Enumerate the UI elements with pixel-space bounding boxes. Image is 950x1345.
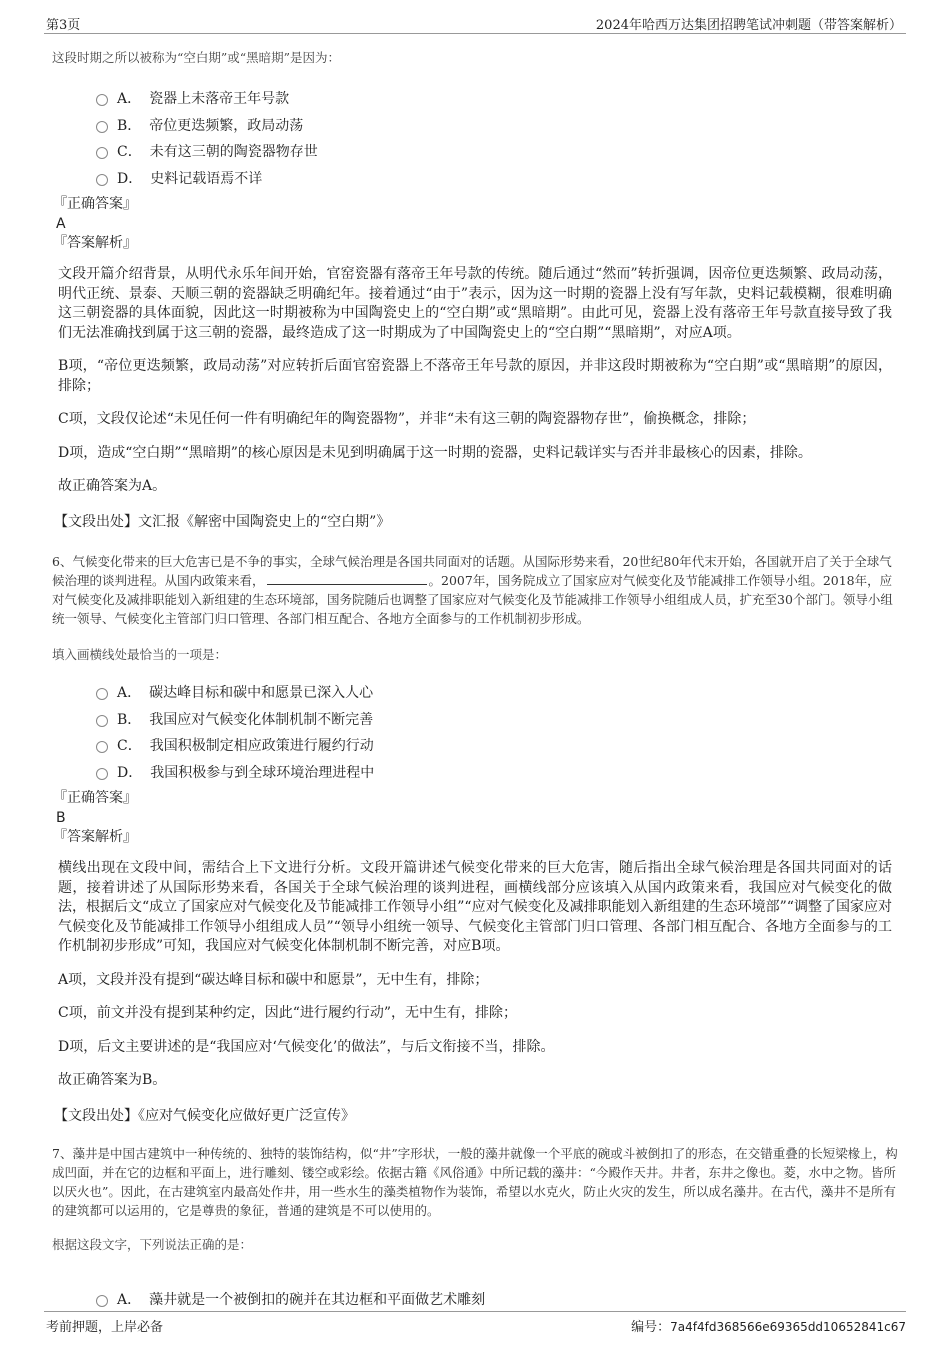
q5-analysis-para: D项，造成“空白期”“黑暗期”的核心原因是未见到明确属于这一时期的瓷器，史料记载详实与否并非最核心的因素，排除。 — [58, 444, 812, 461]
q5-options — [96, 85, 902, 191]
option-letter: A． — [117, 1292, 142, 1309]
q5-answer: A — [56, 216, 66, 232]
q5-option-d[interactable] — [96, 165, 902, 192]
q5-option-b[interactable] — [96, 112, 902, 139]
q6-conclusion: 故正确答案为B。 — [58, 1072, 167, 1088]
radio-icon[interactable] — [96, 147, 108, 159]
q6-analysis-label: 『答案解析』 — [53, 829, 137, 845]
page-footer — [44, 1311, 906, 1335]
radio-icon[interactable] — [96, 688, 108, 700]
q6-analysis-para: D项，后文主要讲述的是“我国应对‘气候变化’的做法”，与后文衔接不当，排除。 — [58, 1038, 555, 1055]
q6-analysis-para: C项，前文并没有提到某种约定，因此“进行履约行动”，无中生有，排除； — [58, 1005, 518, 1021]
q6-stem-part2: 。2007年，国务院成立了国家应对气候变化及节能减排工作领导小组。2018年，应对气候变化及减排职能划入新组建的生态环境部，国务院随后也调整了国家应对气候变化及节能减排工作领导小组组成人员，扩充至30个部门。领导小组统一领导、气候变化主管部门归口管理、各部门相互配合、各地方全面参与的工作机制初步形成。 — [52, 573, 893, 626]
q6-answer-label: 『正确答案』 — [53, 790, 137, 806]
q6-stem-part1: 6、气候变化带来的巨大危害已是不争的事实，全球气候治理是各国共同面对的话题。从国际形势来看，20世纪80年代末开始，各国就开启了关于全球气候治理的谈判进程。从国内政策来看， — [52, 554, 892, 588]
radio-icon[interactable] — [96, 741, 108, 753]
option-text: 我国积极参与到全球环境治理进程中 — [150, 764, 375, 781]
q5-analysis-para: 文段开篇介绍背景，从明代永乐年间开始，官窑瓷器有落帝王年号款的传统。随后通过“然而”转折强调，因帝位更迭频繁、政局动荡，明代正统、景泰、天顺三朝的瓷器缺乏明确纪年。接着通过“由于”表示，因为这一时期的瓷器上没有写年款，史料记载模糊，很难明确这三朝瓷器的具体面貌，因此这一时期被称为中国陶瓷史上的“空白期”或“黑暗期”。由此可见，瓷器上没有落帝王年号款直接导致了我们无法准确找到属于这三朝的瓷器，最终造成了这一时期成为了中国陶瓷史上的“空白期”“黑暗期”，对应A项。 — [58, 266, 892, 341]
q5-analysis-label: 『答案解析』 — [53, 235, 137, 251]
radio-icon[interactable] — [96, 94, 108, 106]
option-letter: B． — [117, 711, 142, 728]
option-letter: D． — [117, 170, 143, 187]
q6-stem — [52, 552, 902, 628]
q7-option-a[interactable] — [96, 1286, 902, 1313]
option-letter: B． — [117, 117, 142, 134]
code-value: 7a4f4fd368566e69365dd10652841c67 — [670, 1320, 906, 1334]
document-code — [631, 1316, 906, 1335]
q6-option-b[interactable] — [96, 706, 902, 733]
q6-source: 【文段出处】《应对气候变化应做好更广泛宣传》 — [54, 1107, 355, 1124]
fill-in-blank — [267, 573, 427, 585]
q5-conclusion: 故正确答案为A。 — [58, 478, 167, 494]
q5-analysis-para: C项，文段仅论述“未见任何一件有明确纪年的陶瓷器物”，并非“未有这三朝的陶瓷器物存世”，偷换概念，排除； — [58, 411, 756, 427]
document-title: 2024年哈西万达集团招聘笔试冲刺题（带答案解析） — [595, 18, 902, 33]
page-content — [52, 40, 902, 1313]
footer-slogan: 考前押题，上岸必备 — [46, 1320, 164, 1335]
radio-icon[interactable] — [96, 121, 108, 133]
q6-analysis-para: A项，文段并没有提到“碳达峰目标和碳中和愿景”，无中生有，排除； — [58, 971, 489, 988]
q5-option-c[interactable] — [96, 138, 902, 165]
q6-options — [96, 679, 902, 785]
q5-analysis-para: B项，“帝位更迭频繁，政局动荡”对应转折后面官窑瓷器上不落帝王年号款的原因，并非这段时期被称为“空白期”或“黑暗期”的原因，排除； — [58, 358, 892, 394]
q6-prompt: 填入画横线处最恰当的一项是： — [52, 647, 228, 662]
q7-options — [96, 1286, 902, 1313]
radio-icon[interactable] — [96, 174, 108, 186]
option-text: 我国积极制定相应政策进行履约行动 — [149, 738, 374, 755]
option-text: 藻井就是一个被倒扣的碗并在其边框和平面做艺术雕刻 — [149, 1292, 486, 1309]
radio-icon[interactable] — [96, 715, 108, 727]
q5-answer-label: 『正确答案』 — [53, 196, 137, 212]
q6-option-d[interactable] — [96, 759, 902, 786]
code-label: 编号： — [631, 1320, 671, 1335]
option-letter: A． — [117, 685, 142, 702]
option-letter: C． — [117, 738, 142, 755]
option-text: 史料记载语焉不详 — [150, 170, 263, 187]
q7-stem: 7、藻井是中国古建筑中一种传统的、独特的装饰结构，似“井”字形状，一般的藻井就像一个平底的碗或斗被倒扣了的形态，在交错重叠的长短梁椽上，构成凹面，并在它的边框和平面上，进行雕刻、镂空或彩绘。依据古籍《风俗通》中所记载的藻井：“今殿作天井。井者，东井之像也。菱，水中之物。皆所以厌火也”。因此，在古建筑室内最高处作井，用一些水生的藻类植物作为装饰，希望以水克火，防止火灾的发生，所以成名藻井。在古代，藻井不是所有的建筑都可以运用的，它是尊贵的象征，普通的建筑是不可以使用的。 — [52, 1146, 898, 1218]
option-letter: A． — [117, 91, 142, 108]
option-text: 碳达峰目标和碳中和愿景已深入人心 — [149, 685, 374, 702]
option-letter: C． — [117, 144, 142, 161]
q5-prompt: 这段时期之所以被称为“空白期”或“黑暗期”是因为： — [52, 50, 341, 65]
page-number: 第3页 — [46, 18, 81, 33]
radio-icon[interactable] — [96, 768, 108, 780]
page-header — [44, 12, 906, 34]
q6-analysis-para: 横线出现在文段中间，需结合上下文进行分析。文段开篇讲述气候变化带来的巨大危害，随后指出全球气候治理是各国共同面对的话题，接着讲述了从国际形势来看，各国关于全球气候治理的谈判进程，画横线部分应该填入从国内政策来看，我国应对气候变化的做法，根据后文“成立了国家应对气候变化及节能减排工作领导小组”“应对气候变化及减排职能划入新组建的生态环境部”“调整了国家应对气候变化及节能减排工作领导小组组成人员”“领导小组统一领导、气候变化主管部门归口管理、各部门相互配合、各地方全面参与的工作机制初步形成”可知，我国应对气候变化体制机制不断完善，对应B项。 — [58, 860, 892, 954]
q7-prompt: 根据这段文字，下列说法正确的是： — [52, 1237, 253, 1252]
radio-icon[interactable] — [96, 1295, 108, 1307]
q5-option-a[interactable] — [96, 85, 902, 112]
q5-source: 【文段出处】文汇报《解密中国陶瓷史上的“空白期”》 — [54, 513, 391, 530]
option-text: 帝位更迭频繁，政局动荡 — [149, 117, 304, 134]
option-letter: D． — [117, 764, 143, 781]
q6-option-c[interactable] — [96, 732, 902, 759]
option-text: 未有这三朝的陶瓷器物存世 — [149, 144, 318, 161]
q6-option-a[interactable] — [96, 679, 902, 706]
option-text: 我国应对气候变化体制机制不断完善 — [149, 711, 374, 728]
option-text: 瓷器上未落帝王年号款 — [149, 91, 290, 108]
q6-answer: B — [56, 810, 66, 826]
